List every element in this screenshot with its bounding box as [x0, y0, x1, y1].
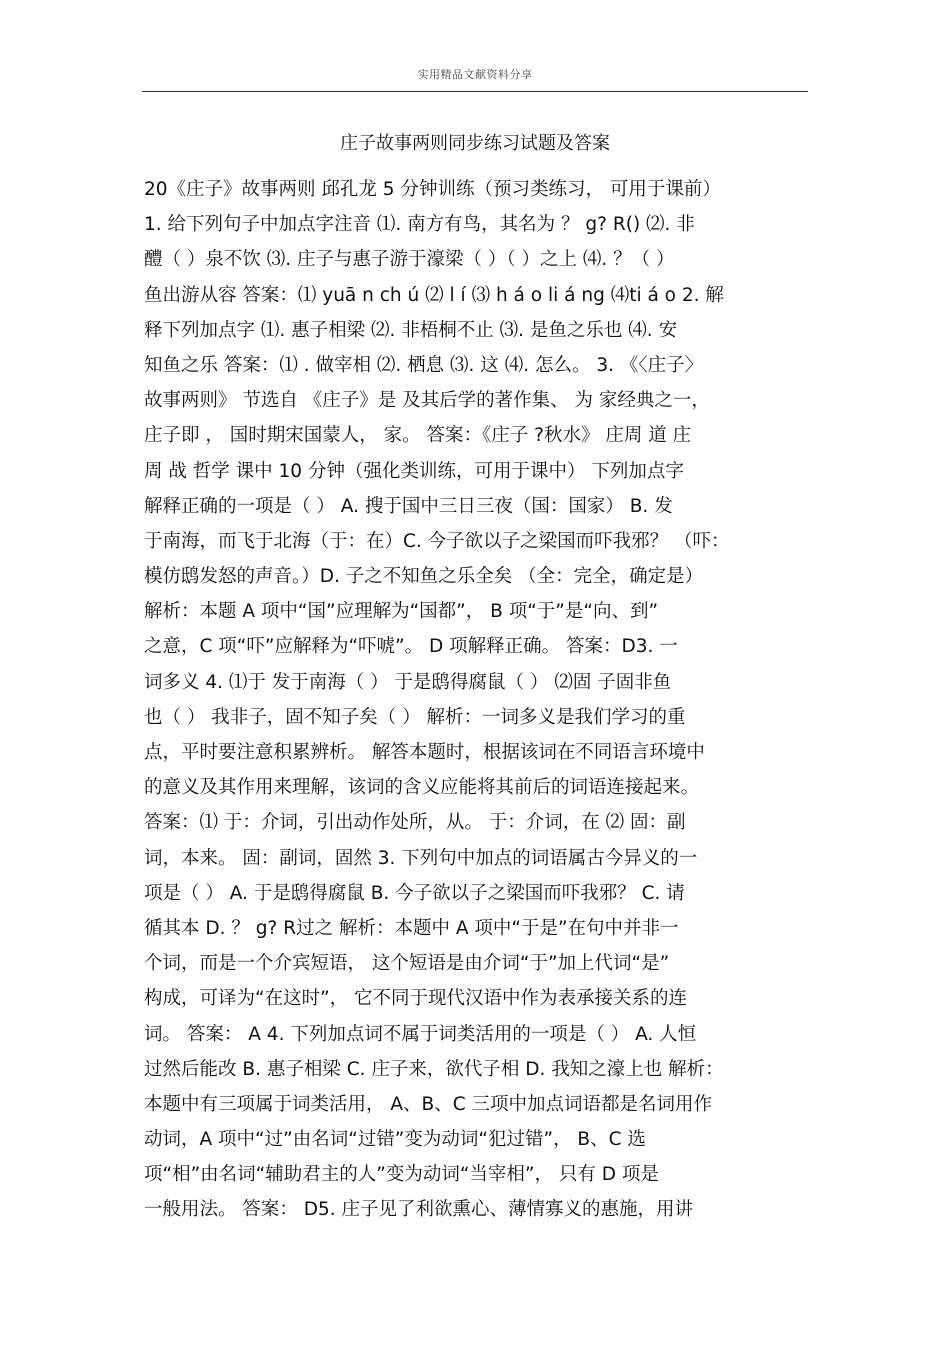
- body-line: 于南海，而飞于北海（于：在）C. 今子欲以子之梁国而吓我邪？ （吓：: [144, 530, 730, 552]
- body-line: 本题中有三项属于词类活用， A、B、C 三项中加点词语都是名词用作: [144, 1093, 713, 1115]
- body-line: 词多义 4. ⑴于 发于南海（ ） 于是鸱得腐鼠（ ） ⑵固 子固非鱼: [144, 671, 672, 693]
- body-line: 庄子即 ， 国时期宋国蒙人， 家。 答案：《庄子 ?秋水》 庄周 道 庄: [144, 425, 692, 447]
- body-line: 词。 答案： A 4. 下列加点词不属于词类活用的一项是（ ） A. 人恒: [144, 1023, 697, 1045]
- body-line: 构成，可译为“在这时”， 它不同于现代汉语中作为表承接关系的连: [144, 988, 688, 1010]
- body-line: 鱼出游从容 答案：⑴ yuā n ch ú ⑵ l í ⑶ h á o li á ng ⑷ti á o 2. 解: [144, 284, 724, 306]
- header-divider: [142, 91, 808, 92]
- body-line: 解释正确的一项是（ ） A. 搜于国中三日三夜（国：国家） B. 发: [144, 495, 673, 517]
- body-line: 点，平时要注意积累辨析。 解答本题时，根据该词在不同语言环境中: [144, 742, 705, 763]
- body-line: 答案：⑴ 于：介词，引出动作处所，从。 于：介词，在 ⑵ 固：副: [144, 812, 686, 834]
- body-line: 故事两则》 节选自 《庄子》是 及其后学的著作集、 为 家经典之一，: [144, 390, 710, 412]
- body-line: 词，本来。 固：副词，固然 3. 下列句中加点的词语属古今异义的一: [144, 847, 698, 869]
- body-line: 动词，A 项中“过”由名词“过错”变为动词“犯过错”， B、C 选: [144, 1129, 646, 1151]
- body-line: 解析：本题 A 项中“国”应理解为“国都”， B 项“于”是“向、到”: [144, 601, 659, 623]
- body-line: 循其本 D. ？ g? R过之 解析：本题中 A 项中“于是”在句中并非一: [144, 917, 679, 939]
- body-line: 一般用法。 答案： D5. 庄子见了利欲熏心、薄情寡义的惠施，用讲: [144, 1199, 694, 1221]
- body-line: 知鱼之乐 答案：⑴ . 做宰相 ⑵. 栖息 ⑶. 这 ⑷. 怎么。 3. 《〈庄子〉: [144, 354, 704, 376]
- body-line: 1. 给下列句子中加点字注音 ⑴. 南方有鸟，其名为 ？ g? R() ⑵. 非: [144, 214, 695, 236]
- page-header: 实用精品文献资料分享: [417, 68, 533, 81]
- body-line: 过然后能改 B. 惠子相梁 C. 庄子来，欲代子相 D. 我知之濠上也 解析：: [144, 1058, 724, 1080]
- body-line: 模仿鸱发怒的声音。）D. 子之不知鱼之乐全矣 （全：完全，确定是）: [144, 566, 704, 588]
- body-line: 项是（ ） A. 于是鸱得腐鼠 B. 今子欲以子之梁国而吓我邪？ C. 请: [144, 882, 685, 904]
- body-line: 20《庄子》故事两则 邱孔龙 5 分钟训练（预习类练习， 可用于课前）: [144, 179, 721, 200]
- document-body: [144, 172, 834, 1228]
- document-title: 庄子故事两则同步练习试题及答案: [340, 133, 610, 154]
- body-line: 也（ ） 我非子，固不知子矣（ ） 解析：一词多义是我们学习的重: [144, 706, 686, 728]
- body-line: 释下列加点字 ⑴. 惠子相梁 ⑵. 非梧桐不止 ⑶. 是鱼之乐也 ⑷. 安: [144, 319, 678, 341]
- body-line: 周 战 哲学 课中 10 分钟（强化类训练，可用于课中） 下列加点字: [144, 460, 684, 482]
- body-line: 醴（ ）泉不饮 ⑶. 庄子与惠子游于濠梁（ ）（ ）之上 ⑷. ？（ ）: [144, 249, 675, 271]
- body-line: 的意义及其作用来理解，该词的含义应能将其前后的词语连接起来。: [144, 777, 700, 799]
- body-line: 项“相”由名词“辅助君主的人”变为动词“当宰相”， 只有 D 项是: [144, 1164, 659, 1186]
- body-line: 之意，C 项“吓”应解释为“吓唬”。 D 项解释正确。 答案：D3. 一: [144, 636, 678, 658]
- body-line: 个词，而是一个介宾短语， 这个短语是由介词“于”加上代词“是”: [144, 953, 670, 975]
